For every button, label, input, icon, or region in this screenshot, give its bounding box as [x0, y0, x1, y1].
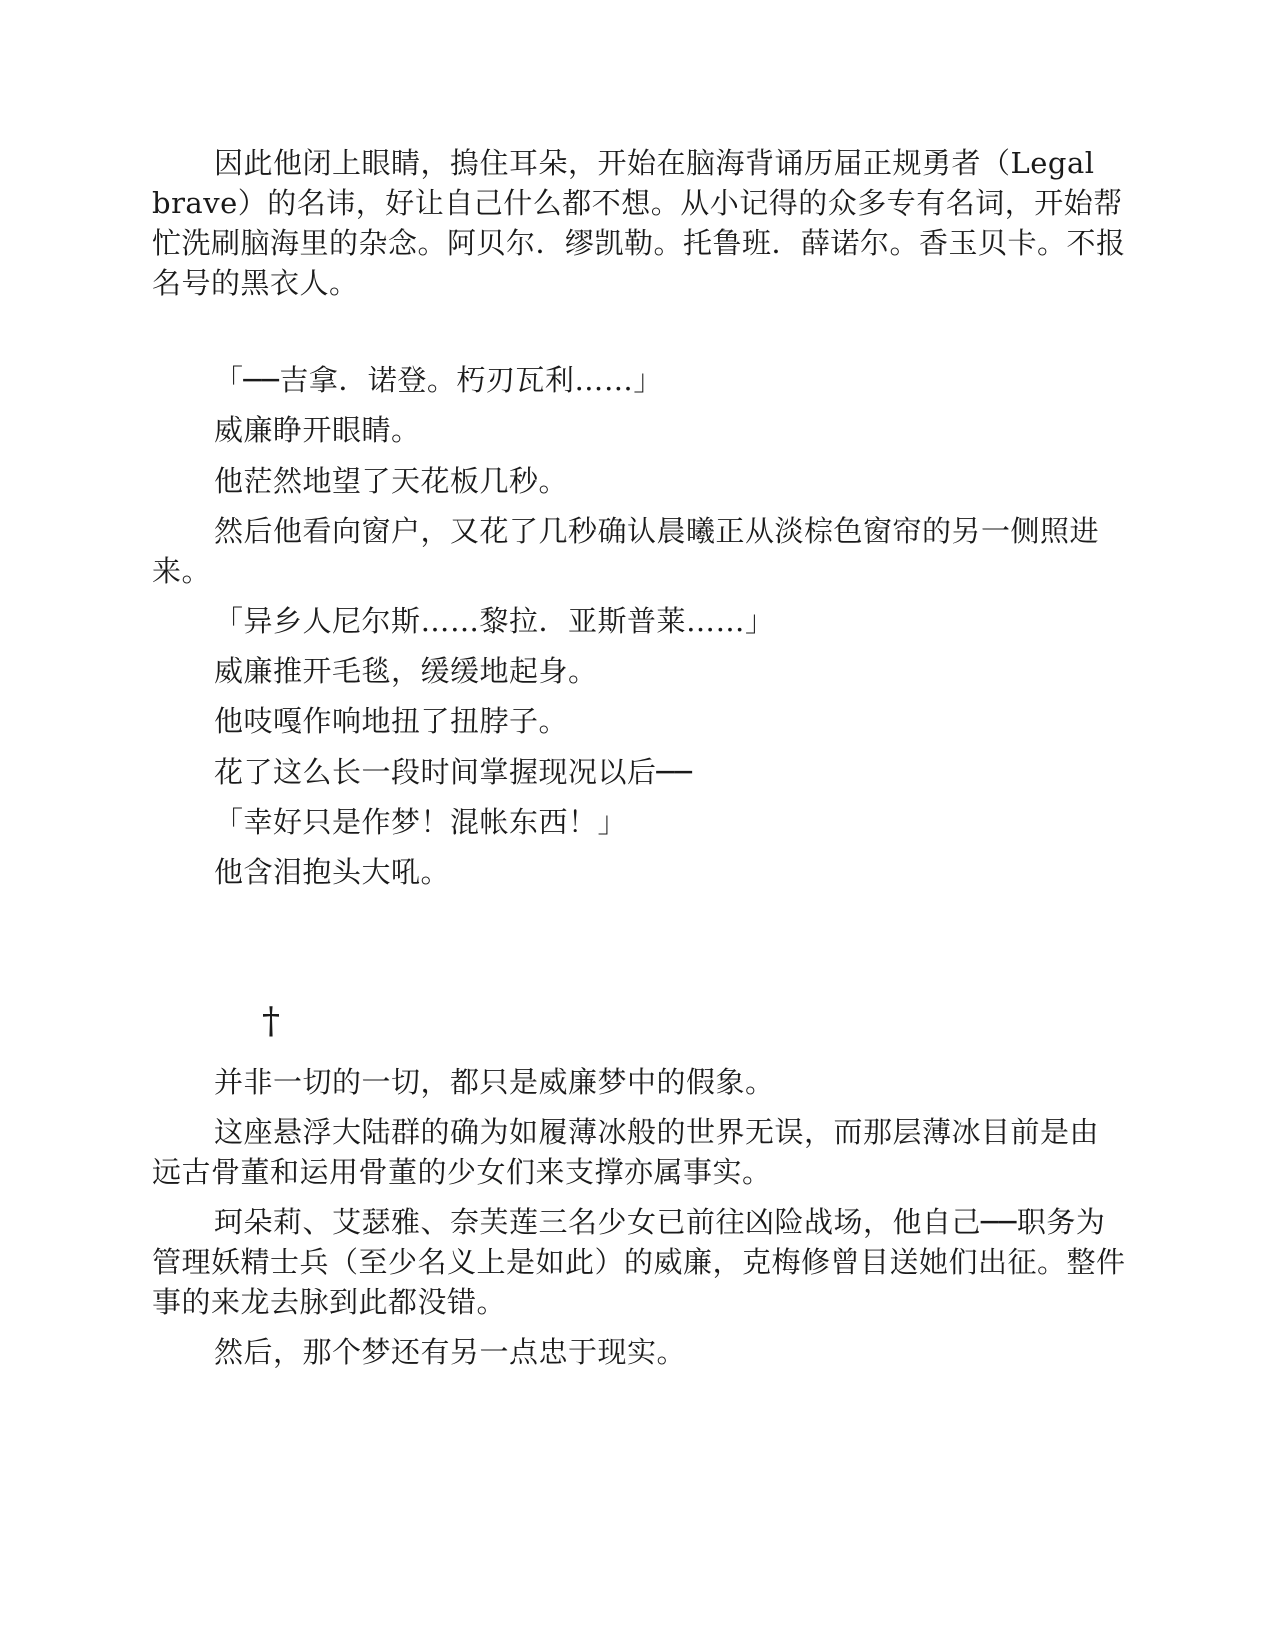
paragraph-1: 因此他闭上眼睛，摀住耳朵，开始在脑海背诵历届正规勇者（Legal brave）的名讳，好让自己什么都不想。从小记得的众多专有名词，开始帮忙洗刷脑海里的杂念。阿贝尔．缪凯勒。托鲁班．薛诺尔。香玉贝卡。不报名号的黑衣人。 [152, 146, 1126, 300]
paragraph-4: 他茫然地望了天花板几秒。 [214, 464, 569, 498]
paragraph-7: 威廉推开毛毯，缓缓地起身。 [214, 654, 598, 688]
paragraph-3: 威廉睁开眼睛。 [214, 413, 421, 447]
paragraph-10: 「幸好只是作梦！混帐东西！」 [214, 805, 628, 839]
section-break-dagger: † [262, 1001, 280, 1042]
paragraph-6: 「异乡人尼尔斯……黎拉．亚斯普莱……」 [214, 604, 775, 638]
paragraph-13: 这座悬浮大陆群的确为如履薄冰般的世界无误，而那层薄冰目前是由远古骨董和运用骨董的少女们来支撑亦属事实。 [152, 1115, 1100, 1189]
paragraph-8: 他吱嘎作响地扭了扭脖子。 [214, 704, 569, 738]
paragraph-11: 他含泪抱头大吼。 [214, 855, 451, 889]
paragraph-9: 花了这么长一段时间掌握现况以后── [214, 755, 693, 789]
paragraph-14: 珂朵莉、艾瑟雅、奈芙莲三名少女已前往凶险战场，他自己──职务为管理妖精士兵（至少名义上是如此）的威廉，克梅修曾目送她们出征。整件事的来龙去脉到此都没错。 [152, 1205, 1126, 1319]
paragraph-12: 并非一切的一切，都只是威廉梦中的假象。 [214, 1065, 775, 1099]
paragraph-5: 然后他看向窗户，又花了几秒确认晨曦正从淡棕色窗帘的另一侧照进来。 [152, 514, 1100, 588]
paragraph-15: 然后，那个梦还有另一点忠于现实。 [214, 1335, 687, 1369]
paragraph-2: 「──吉拿．诺登。朽刃瓦利……」 [214, 363, 663, 397]
